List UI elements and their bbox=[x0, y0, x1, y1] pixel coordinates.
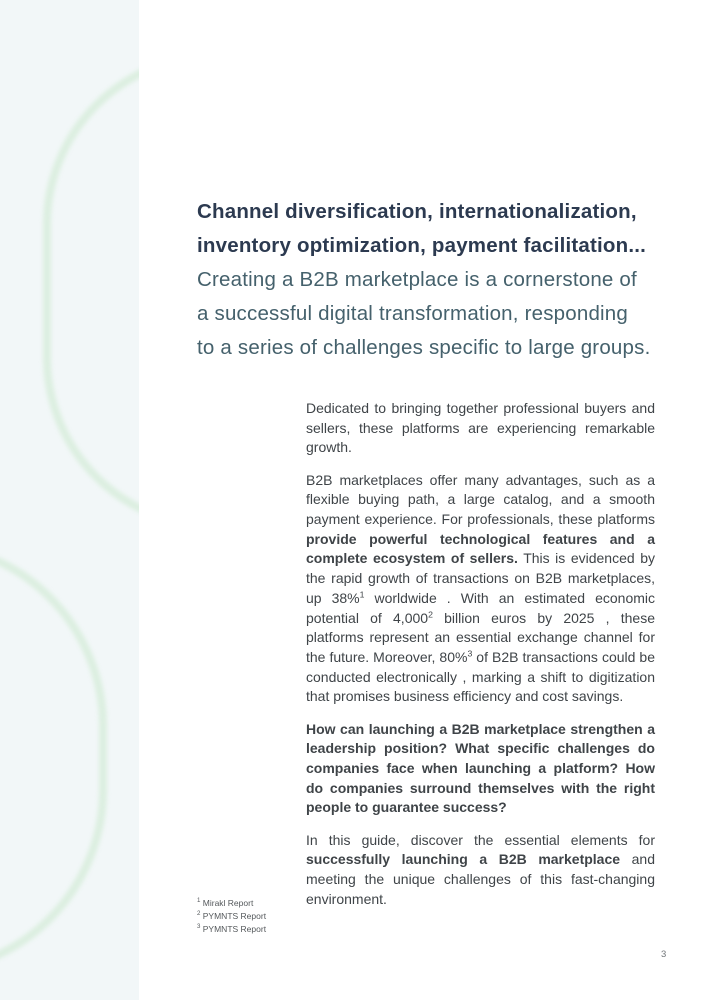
headline-light-line: Creating a B2B marketplace is a cornerstone of bbox=[197, 268, 637, 291]
headline-bold-line: inventory optimization, payment facilitation... bbox=[197, 234, 647, 257]
footnote-label: PYMNTS Report bbox=[200, 911, 267, 921]
footnotes bbox=[197, 897, 266, 936]
headline-light-line: to a series of challenges specific to large groups. bbox=[197, 336, 651, 359]
body-text-column bbox=[306, 399, 655, 909]
footnote bbox=[197, 923, 266, 936]
intro-paragraph: Dedicated to bringing together professional buyers and sellers, these platforms are experiencing remarkable growth. bbox=[306, 400, 655, 456]
footnote-mark: 3 bbox=[197, 923, 201, 931]
headline-bold-line: Channel diversification, internationalization, bbox=[197, 200, 637, 223]
footnote-mark: 2 bbox=[197, 910, 201, 918]
decorative-arc-bottom bbox=[0, 540, 107, 976]
footnote bbox=[197, 897, 266, 910]
footnote-label: PYMNTS Report bbox=[200, 924, 267, 934]
advantages-paragraph: B2B marketplaces offer many advantages, such as a flexible buying path, a large catalog, and a smooth payment experience. For professionals, these platforms provide powerful technological features and a complete ecosystem of sellers. This is evidenced by the rapid growth of transactions on B2B marketplaces, up 38%$^1$ worldwide . With an estimated economic potential of 4,000$^2$ billion euros by 2025 , these platforms represent an essential exchange channel for the future. Moreover, 80%$^3$ of B2B transactions could be conducted electronically , marking a shift to digitization that promises business efficiency and cost savings. bbox=[306, 471, 656, 705]
page-number: 3 bbox=[661, 949, 667, 960]
decorative-arc-top bbox=[43, 52, 139, 530]
page-title bbox=[197, 195, 697, 365]
headline-light-line: a successful digital transformation, responding bbox=[197, 302, 629, 325]
footnote-label: Mirakl Report bbox=[200, 898, 254, 908]
footnote bbox=[197, 910, 266, 923]
sidebar-decoration bbox=[0, 0, 139, 1000]
questions-paragraph: How can launching a B2B marketplace strengthen a leadership position? What specific challenges do companies face when launching a platform? How do companies surround themselves with the right people to guarantee success? bbox=[306, 720, 655, 816]
footnote-mark: 1 bbox=[197, 897, 201, 905]
guide-paragraph: In this guide, discover the essential elements for successfully launching a B2B marketplace and meeting the unique challenges of this fast-changing environment. bbox=[306, 831, 655, 907]
